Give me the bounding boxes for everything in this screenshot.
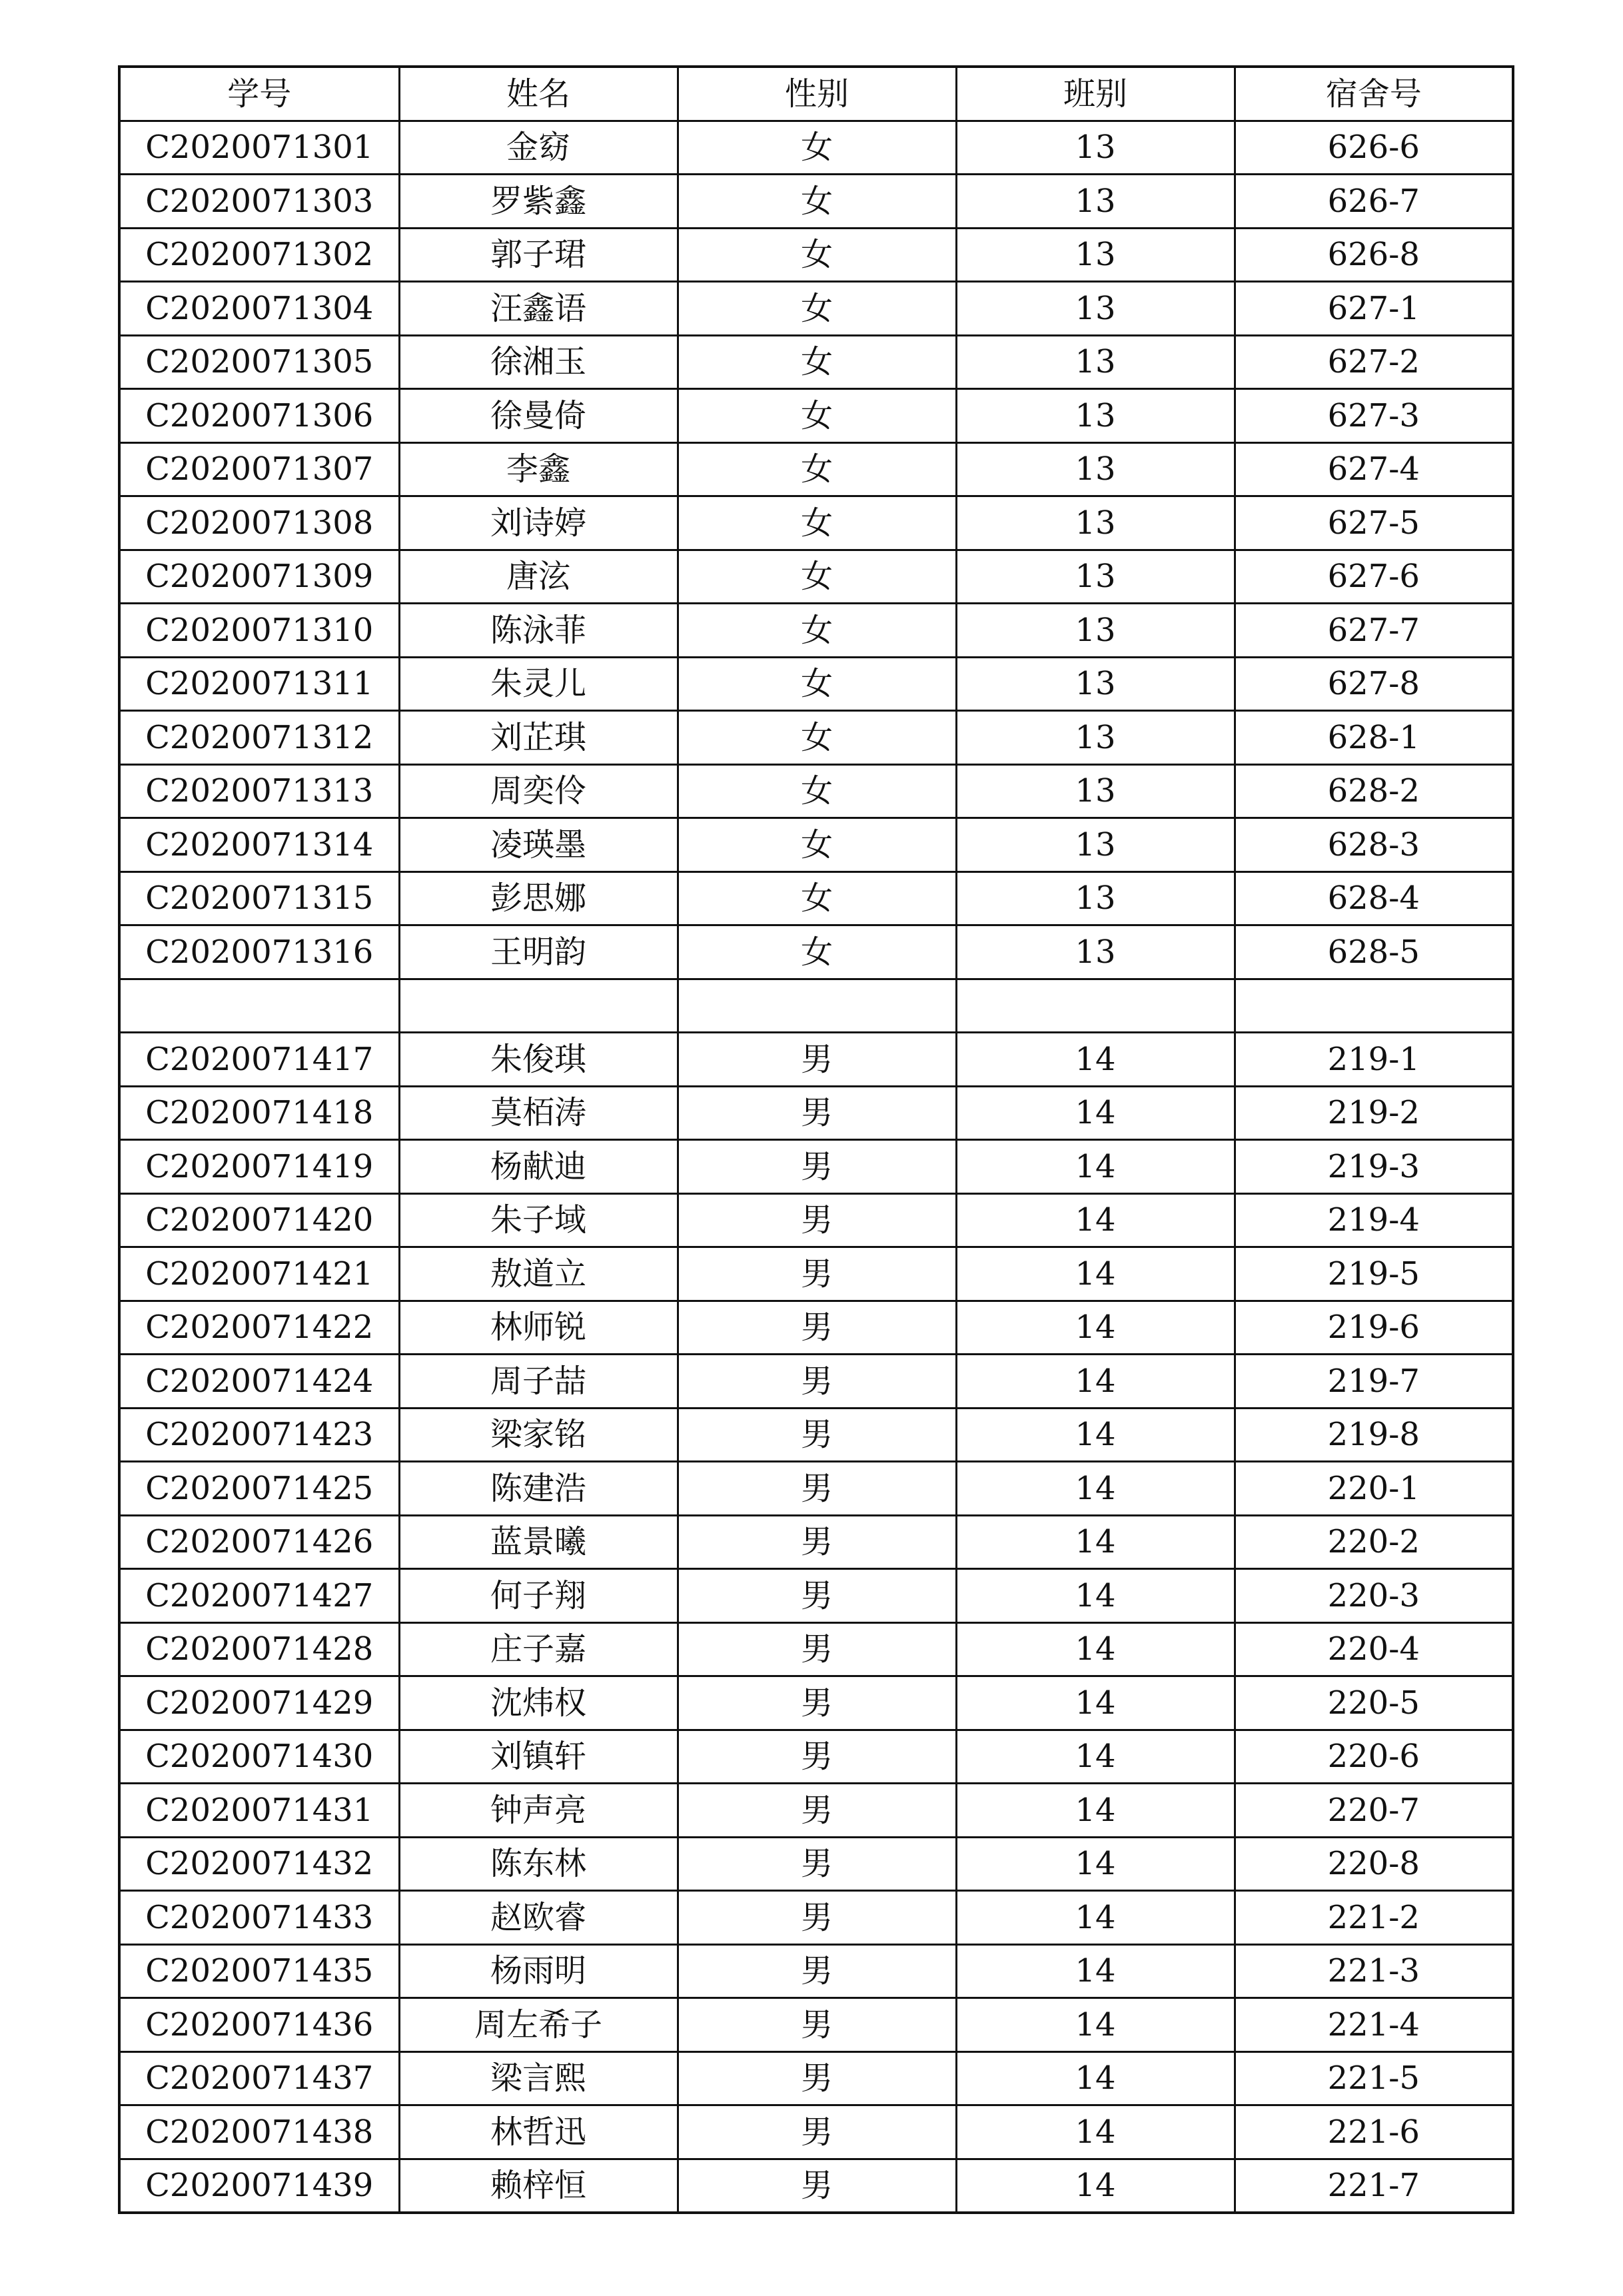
- student-id-cell: C2020071305: [119, 335, 399, 389]
- table-row: [119, 1837, 1513, 1891]
- name-cell: [399, 979, 678, 1033]
- class-cell: 14: [956, 1944, 1235, 1998]
- gender-cell: 男: [678, 1891, 956, 1945]
- class-cell: 14: [956, 1140, 1235, 1194]
- gender-cell: 男: [678, 1355, 956, 1409]
- student-id-cell: C2020071420: [119, 1193, 399, 1247]
- table-row: [119, 1462, 1513, 1516]
- table-row: [119, 818, 1513, 872]
- dorm-number-cell: 627-4: [1235, 442, 1513, 496]
- dorm-number-cell: 627-6: [1235, 550, 1513, 604]
- gender-cell: 女: [678, 925, 956, 979]
- table-row: [119, 604, 1513, 658]
- table-row: [119, 1193, 1513, 1247]
- name-cell: 陈东林: [399, 1837, 678, 1891]
- name-cell: 周子喆: [399, 1355, 678, 1409]
- dorm-number-cell: 220-3: [1235, 1569, 1513, 1623]
- dorm-number-cell: 220-1: [1235, 1462, 1513, 1516]
- name-cell: 周奕伶: [399, 764, 678, 818]
- class-cell: 13: [956, 818, 1235, 872]
- header-student-id: 学号: [119, 67, 399, 121]
- name-cell: 刘镇轩: [399, 1730, 678, 1784]
- gender-cell: 女: [678, 389, 956, 443]
- class-cell: 14: [956, 1891, 1235, 1945]
- name-cell: 蓝景曦: [399, 1515, 678, 1569]
- header-class: 班别: [956, 67, 1235, 121]
- gender-cell: 男: [678, 1837, 956, 1891]
- gender-cell: 男: [678, 1140, 956, 1194]
- dormitory-roster-table: [118, 65, 1514, 2214]
- gender-cell: 女: [678, 228, 956, 282]
- name-cell: 林师锐: [399, 1301, 678, 1355]
- class-cell: 14: [956, 1033, 1235, 1087]
- roster-body: [119, 121, 1513, 2213]
- gender-cell: 女: [678, 121, 956, 175]
- student-id-cell: C2020071304: [119, 282, 399, 336]
- dorm-number-cell: 219-6: [1235, 1301, 1513, 1355]
- name-cell: 朱子域: [399, 1193, 678, 1247]
- class-cell: 14: [956, 1462, 1235, 1516]
- class-cell: 14: [956, 2051, 1235, 2105]
- dorm-number-cell: 221-7: [1235, 2159, 1513, 2213]
- table-row: [119, 1140, 1513, 1194]
- gender-cell: 男: [678, 1998, 956, 2052]
- student-id-cell: C2020071437: [119, 2051, 399, 2105]
- dorm-number-cell: 627-2: [1235, 335, 1513, 389]
- dorm-number-cell: 220-7: [1235, 1784, 1513, 1838]
- gender-cell: 男: [678, 1033, 956, 1087]
- name-cell: 杨献迪: [399, 1140, 678, 1194]
- gender-cell: 男: [678, 1086, 956, 1140]
- dorm-number-cell: [1235, 979, 1513, 1033]
- dorm-number-cell: 627-5: [1235, 496, 1513, 550]
- student-id-cell: C2020071302: [119, 228, 399, 282]
- name-cell: 金窈: [399, 121, 678, 175]
- table-row: [119, 871, 1513, 925]
- name-cell: 莫栢涛: [399, 1086, 678, 1140]
- dorm-number-cell: 626-6: [1235, 121, 1513, 175]
- name-cell: 郭子珺: [399, 228, 678, 282]
- class-cell: 13: [956, 228, 1235, 282]
- student-id-cell: C2020071435: [119, 1944, 399, 1998]
- dorm-number-cell: 219-7: [1235, 1355, 1513, 1409]
- gender-cell: 女: [678, 818, 956, 872]
- name-cell: 王明韵: [399, 925, 678, 979]
- dorm-number-cell: 628-2: [1235, 764, 1513, 818]
- name-cell: 陈建浩: [399, 1462, 678, 1516]
- dorm-number-cell: 221-6: [1235, 2105, 1513, 2159]
- name-cell: 陈泳菲: [399, 604, 678, 658]
- header-row: [119, 67, 1513, 121]
- gender-cell: 女: [678, 282, 956, 336]
- student-id-cell: [119, 979, 399, 1033]
- gender-cell: 女: [678, 442, 956, 496]
- student-id-cell: C2020071419: [119, 1140, 399, 1194]
- name-cell: 沈炜权: [399, 1676, 678, 1730]
- table-row: [119, 1408, 1513, 1462]
- dorm-number-cell: 627-7: [1235, 604, 1513, 658]
- table-row: [119, 1033, 1513, 1087]
- dorm-number-cell: 220-8: [1235, 1837, 1513, 1891]
- student-id-cell: C2020071312: [119, 711, 399, 765]
- table-row: [119, 389, 1513, 443]
- gender-cell: 男: [678, 1676, 956, 1730]
- table-row: [119, 121, 1513, 175]
- dorm-number-cell: 221-2: [1235, 1891, 1513, 1945]
- table-row: [119, 1569, 1513, 1623]
- dorm-number-cell: 220-2: [1235, 1515, 1513, 1569]
- student-id-cell: C2020071427: [119, 1569, 399, 1623]
- table-row: [119, 1622, 1513, 1676]
- dorm-number-cell: 221-3: [1235, 1944, 1513, 1998]
- gender-cell: 男: [678, 1247, 956, 1301]
- student-id-cell: C2020071301: [119, 121, 399, 175]
- dorm-number-cell: 220-5: [1235, 1676, 1513, 1730]
- name-cell: 徐湘玉: [399, 335, 678, 389]
- dorm-number-cell: 626-7: [1235, 175, 1513, 229]
- gender-cell: 男: [678, 1944, 956, 1998]
- dorm-number-cell: 219-2: [1235, 1086, 1513, 1140]
- student-id-cell: C2020071432: [119, 1837, 399, 1891]
- dorm-number-cell: 220-4: [1235, 1622, 1513, 1676]
- gender-cell: 男: [678, 2159, 956, 2213]
- name-cell: 赵欧睿: [399, 1891, 678, 1945]
- gender-cell: [678, 979, 956, 1033]
- student-id-cell: C2020071423: [119, 1408, 399, 1462]
- student-id-cell: C2020071439: [119, 2159, 399, 2213]
- class-cell: 14: [956, 1784, 1235, 1838]
- header-gender: 性别: [678, 67, 956, 121]
- name-cell: 唐泫: [399, 550, 678, 604]
- name-cell: 敖道立: [399, 1247, 678, 1301]
- dorm-number-cell: 219-4: [1235, 1193, 1513, 1247]
- dorm-number-cell: 219-3: [1235, 1140, 1513, 1194]
- student-id-cell: C2020071306: [119, 389, 399, 443]
- table-row: [119, 1086, 1513, 1140]
- student-id-cell: C2020071314: [119, 818, 399, 872]
- name-cell: 周左希子: [399, 1998, 678, 2052]
- student-id-cell: C2020071316: [119, 925, 399, 979]
- student-id-cell: C2020071438: [119, 2105, 399, 2159]
- student-id-cell: C2020071428: [119, 1622, 399, 1676]
- class-cell: 14: [956, 1355, 1235, 1409]
- gender-cell: 男: [678, 1622, 956, 1676]
- name-cell: 林哲迅: [399, 2105, 678, 2159]
- class-cell: 14: [956, 1622, 1235, 1676]
- class-cell: [956, 979, 1235, 1033]
- class-cell: 13: [956, 442, 1235, 496]
- gender-cell: 女: [678, 496, 956, 550]
- student-id-cell: C2020071418: [119, 1086, 399, 1140]
- dorm-number-cell: 627-8: [1235, 657, 1513, 711]
- gender-cell: 男: [678, 1301, 956, 1355]
- class-cell: 13: [956, 657, 1235, 711]
- class-cell: 13: [956, 711, 1235, 765]
- table-row: [119, 1515, 1513, 1569]
- name-cell: 汪鑫语: [399, 282, 678, 336]
- class-cell: 13: [956, 871, 1235, 925]
- student-id-cell: C2020071426: [119, 1515, 399, 1569]
- table-row: [119, 496, 1513, 550]
- gender-cell: 男: [678, 2105, 956, 2159]
- dorm-number-cell: 220-6: [1235, 1730, 1513, 1784]
- gender-cell: 女: [678, 550, 956, 604]
- table-row: [119, 1355, 1513, 1409]
- class-cell: 14: [956, 1998, 1235, 2052]
- dorm-number-cell: 219-5: [1235, 1247, 1513, 1301]
- table-row: [119, 1247, 1513, 1301]
- student-id-cell: C2020071422: [119, 1301, 399, 1355]
- table-row: [119, 442, 1513, 496]
- gender-cell: 男: [678, 1515, 956, 1569]
- student-id-cell: C2020071433: [119, 1891, 399, 1945]
- table-row: [119, 2051, 1513, 2105]
- dorm-number-cell: 221-5: [1235, 2051, 1513, 2105]
- table-row: [119, 335, 1513, 389]
- dorm-number-cell: 627-1: [1235, 282, 1513, 336]
- class-cell: 13: [956, 175, 1235, 229]
- dorm-number-cell: 627-3: [1235, 389, 1513, 443]
- class-cell: 14: [956, 1676, 1235, 1730]
- table-row: [119, 1730, 1513, 1784]
- class-cell: 13: [956, 604, 1235, 658]
- class-cell: 14: [956, 1247, 1235, 1301]
- class-cell: 14: [956, 2105, 1235, 2159]
- table-row: [119, 2105, 1513, 2159]
- student-id-cell: C2020071313: [119, 764, 399, 818]
- table-row: [119, 764, 1513, 818]
- name-cell: 梁言熙: [399, 2051, 678, 2105]
- student-id-cell: C2020071315: [119, 871, 399, 925]
- name-cell: 彭思娜: [399, 871, 678, 925]
- student-id-cell: C2020071431: [119, 1784, 399, 1838]
- class-cell: 13: [956, 389, 1235, 443]
- gender-cell: 男: [678, 1462, 956, 1516]
- table-row: [119, 228, 1513, 282]
- table-row: [119, 1784, 1513, 1838]
- class-cell: 14: [956, 1086, 1235, 1140]
- class-cell: 13: [956, 496, 1235, 550]
- table-row: [119, 1891, 1513, 1945]
- student-id-cell: C2020071424: [119, 1355, 399, 1409]
- dorm-number-cell: 628-4: [1235, 871, 1513, 925]
- gender-cell: 女: [678, 335, 956, 389]
- table-row: [119, 1944, 1513, 1998]
- class-cell: 13: [956, 121, 1235, 175]
- gender-cell: 女: [678, 764, 956, 818]
- gender-cell: 男: [678, 1408, 956, 1462]
- class-cell: 13: [956, 335, 1235, 389]
- name-cell: 梁家铭: [399, 1408, 678, 1462]
- gender-cell: 男: [678, 1569, 956, 1623]
- student-id-cell: C2020071429: [119, 1676, 399, 1730]
- class-cell: 13: [956, 282, 1235, 336]
- table-row: [119, 1676, 1513, 1730]
- gender-cell: 男: [678, 1730, 956, 1784]
- name-cell: 钟声亮: [399, 1784, 678, 1838]
- class-cell: 14: [956, 1515, 1235, 1569]
- gender-cell: 男: [678, 2051, 956, 2105]
- dorm-number-cell: 219-8: [1235, 1408, 1513, 1462]
- gender-cell: 女: [678, 871, 956, 925]
- student-id-cell: C2020071311: [119, 657, 399, 711]
- class-cell: 13: [956, 925, 1235, 979]
- table-row: [119, 657, 1513, 711]
- table-row: [119, 979, 1513, 1033]
- class-cell: 14: [956, 2159, 1235, 2213]
- gender-cell: 男: [678, 1193, 956, 1247]
- student-id-cell: C2020071307: [119, 442, 399, 496]
- gender-cell: 女: [678, 657, 956, 711]
- class-cell: 14: [956, 1408, 1235, 1462]
- dorm-number-cell: 628-1: [1235, 711, 1513, 765]
- dorm-number-cell: 221-4: [1235, 1998, 1513, 2052]
- student-id-cell: C2020071310: [119, 604, 399, 658]
- class-cell: 14: [956, 1837, 1235, 1891]
- name-cell: 刘诗婷: [399, 496, 678, 550]
- student-id-cell: C2020071303: [119, 175, 399, 229]
- header-name: 姓名: [399, 67, 678, 121]
- name-cell: 李鑫: [399, 442, 678, 496]
- student-id-cell: C2020071309: [119, 550, 399, 604]
- name-cell: 罗紫鑫: [399, 175, 678, 229]
- table-row: [119, 1301, 1513, 1355]
- table-row: [119, 175, 1513, 229]
- gender-cell: 女: [678, 711, 956, 765]
- gender-cell: 男: [678, 1784, 956, 1838]
- table-row: [119, 2159, 1513, 2213]
- table-row: [119, 550, 1513, 604]
- class-cell: 14: [956, 1730, 1235, 1784]
- name-cell: 凌瑛墨: [399, 818, 678, 872]
- student-id-cell: C2020071436: [119, 1998, 399, 2052]
- class-cell: 13: [956, 764, 1235, 818]
- student-id-cell: C2020071417: [119, 1033, 399, 1087]
- table-row: [119, 711, 1513, 765]
- student-id-cell: C2020071421: [119, 1247, 399, 1301]
- name-cell: 杨雨明: [399, 1944, 678, 1998]
- student-id-cell: C2020071425: [119, 1462, 399, 1516]
- name-cell: 刘芷琪: [399, 711, 678, 765]
- name-cell: 何子翔: [399, 1569, 678, 1623]
- student-id-cell: C2020071430: [119, 1730, 399, 1784]
- table-row: [119, 925, 1513, 979]
- gender-cell: 女: [678, 604, 956, 658]
- dorm-number-cell: 628-3: [1235, 818, 1513, 872]
- name-cell: 徐曼倚: [399, 389, 678, 443]
- gender-cell: 女: [678, 175, 956, 229]
- name-cell: 庄子嘉: [399, 1622, 678, 1676]
- dorm-number-cell: 626-8: [1235, 228, 1513, 282]
- dorm-number-cell: 628-5: [1235, 925, 1513, 979]
- name-cell: 朱俊琪: [399, 1033, 678, 1087]
- header-dorm-number: 宿舍号: [1235, 67, 1513, 121]
- class-cell: 14: [956, 1569, 1235, 1623]
- name-cell: 朱灵儿: [399, 657, 678, 711]
- name-cell: 赖梓恒: [399, 2159, 678, 2213]
- class-cell: 13: [956, 550, 1235, 604]
- student-id-cell: C2020071308: [119, 496, 399, 550]
- class-cell: 14: [956, 1193, 1235, 1247]
- table-row: [119, 1998, 1513, 2052]
- class-cell: 14: [956, 1301, 1235, 1355]
- table-row: [119, 282, 1513, 336]
- dorm-number-cell: 219-1: [1235, 1033, 1513, 1087]
